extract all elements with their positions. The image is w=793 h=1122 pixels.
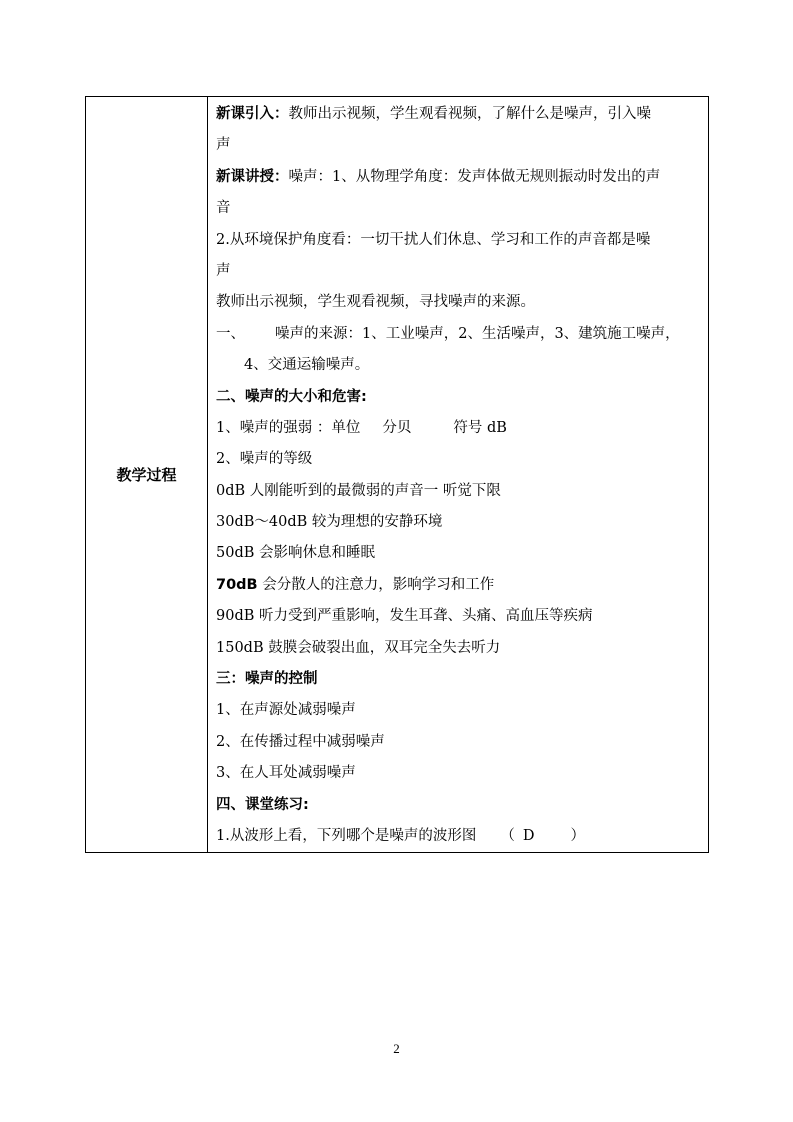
control-at-source: 1、在声源处减弱噪声 — [216, 702, 356, 719]
teaching-process-row — [86, 97, 709, 853]
content-line-19 — [216, 664, 702, 695]
noise-unit-value: 分贝 — [382, 419, 412, 436]
content-line-17 — [216, 601, 702, 632]
exercise-question: 1.从波形上看，下列哪个是噪声的波形图 — [216, 827, 477, 844]
noise-levels-heading: 2、噪声的等级 — [216, 451, 313, 468]
content-cell — [208, 97, 709, 853]
intro-heading: 新课引入： — [216, 106, 289, 122]
exercise-answer: D — [522, 827, 535, 844]
row-label-cell — [86, 97, 208, 853]
noise-unit-label: 1、噪声的强弱 ：单位 — [216, 419, 361, 436]
level-90db: 90dB 听力受到严重影响，发生耳聋、头痛、高血压等疾病 — [216, 608, 593, 625]
content-line-9 — [216, 350, 702, 381]
content-line-8 — [216, 319, 702, 350]
answer-close-paren: ） — [570, 827, 585, 844]
content-line-23 — [216, 790, 702, 821]
content-line-6 — [216, 256, 702, 287]
content-body — [208, 97, 708, 852]
page-number: 2 — [393, 1041, 400, 1056]
lesson-plan-table — [85, 96, 709, 853]
noise-unit-symbol: 符号 dB — [453, 419, 507, 436]
level-150db: 150dB 鼓膜会破裂出血，双耳完全失去听力 — [216, 639, 501, 656]
content-line-13 — [216, 476, 702, 507]
answer-open-paren: （ — [500, 827, 515, 844]
video-activity: 教师出示视频，学生观看视频，寻找噪声的来源。 — [216, 294, 535, 311]
level-30-40db: 30dB～40dB 较为理想的安静环境 — [216, 514, 443, 531]
lecture-text-cont: 音 — [216, 200, 231, 217]
intro-text-cont: 声 — [216, 137, 231, 154]
lecture-text: 噪声：1、从物理学角度：发声体做无规则振动时发出的声 — [288, 168, 661, 185]
content-line-15 — [216, 538, 702, 569]
section-four-heading: 四、课堂练习: — [216, 796, 309, 813]
content-line-11 — [216, 413, 702, 444]
intro-text: 教师出示视频，学生观看视频，了解什么是噪声，引入噪 — [288, 106, 651, 122]
lecture-heading: 新课讲授： — [216, 168, 289, 185]
level-0db: 0dB 人刚能听到的最微弱的声音一 听觉下限 — [216, 482, 501, 499]
content-line-18 — [216, 633, 702, 664]
content-line-2 — [216, 130, 702, 161]
section-two-heading: 二、噪声的大小和危害: — [216, 388, 367, 405]
control-at-ear: 3、在人耳处减弱噪声 — [216, 765, 356, 782]
content-line-14 — [216, 507, 702, 538]
level-50db: 50dB 会影响休息和睡眠 — [216, 545, 375, 562]
level-70db-value: 70dB — [216, 576, 258, 593]
env-definition: 2.从环境保护角度看：一切干扰人们休息、学习和工作的声音都是噪 — [216, 231, 651, 248]
content-line-22 — [216, 758, 702, 789]
content-line-20 — [216, 695, 702, 726]
content-line-7 — [216, 287, 702, 318]
content-line-21 — [216, 727, 702, 758]
level-70db-text: 会分散人的注意力，影响学习和工作 — [257, 576, 495, 593]
row-label: 教学过程 — [116, 466, 177, 485]
section-three-heading: 三：噪声的控制 — [216, 671, 318, 688]
content-line-3 — [216, 162, 702, 193]
content-line-1 — [216, 99, 702, 130]
content-line-24 — [216, 821, 702, 852]
control-in-transmission: 2、在传播过程中减弱噪声 — [216, 733, 385, 750]
content-line-16 — [216, 570, 702, 601]
content-line-5 — [216, 225, 702, 256]
content-line-4 — [216, 193, 702, 224]
section-one-number: 一、 — [216, 325, 245, 342]
noise-sources-cont: 4、交通运输噪声。 — [244, 357, 370, 374]
content-line-10 — [216, 382, 702, 413]
content-line-12 — [216, 444, 702, 475]
env-definition-cont: 声 — [216, 262, 231, 279]
noise-sources: 噪声的来源：1、工业噪声，2、生活噪声，3、建筑施工噪声， — [275, 325, 680, 342]
